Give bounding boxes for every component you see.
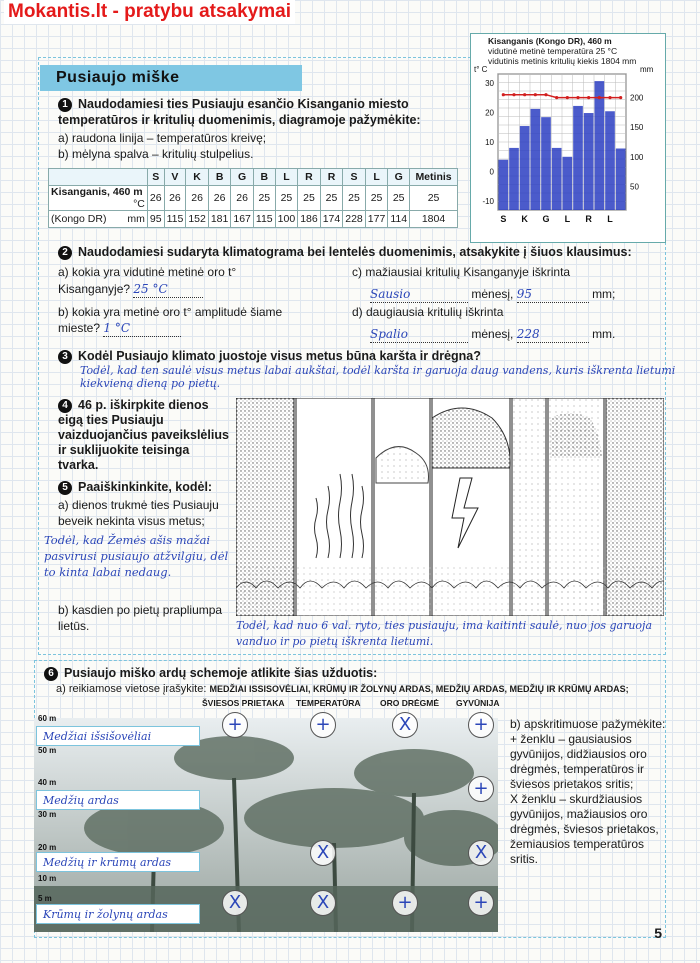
task-4-text: 46 p. iškirpkite dienos eigą ties Pusiauju vaizduojančius paveikslėlius ir suklijuokite teisinga tvarka.: [58, 398, 229, 472]
temperature-point: [544, 93, 547, 96]
table-header-cell: K: [186, 169, 209, 186]
month-label: G: [542, 214, 550, 224]
task-number-badge: 4: [58, 399, 72, 413]
task-1-a: a) raudona linija – temperatūros kreivę;: [58, 131, 267, 145]
month-label: L: [607, 214, 613, 224]
table-row: [49, 186, 458, 211]
site-header[interactable]: Mokantis.lt - pratybu atsakymai: [4, 0, 295, 24]
task-3: [58, 348, 658, 364]
forest-layers-image: [34, 718, 498, 932]
table-cell: 174: [320, 211, 343, 228]
table-cell: 167: [231, 211, 254, 228]
temperature-point: [576, 96, 579, 99]
precipitation-bar: [552, 148, 562, 210]
table-cell: 115: [253, 211, 275, 228]
temperature-point: [523, 93, 526, 96]
temperature-point: [534, 93, 537, 96]
right-tick-label: 50: [630, 182, 639, 192]
task-5-b-answer[interactable]: Todėl, kad nuo 6 val. ryto, ties pusiauju, ima kaitinti saulė, nuo jos garuoja vanduo ir po pietų iškrenta lietumi.: [236, 619, 653, 648]
legend-plus: + ženklu – gausiausios gyvūnijos, didžiausios oro drėgmės, temperatūros ir šviesos prietakos sritis;: [510, 732, 647, 791]
precipitation-bar: [520, 126, 530, 210]
table-cell: 26: [208, 186, 231, 211]
chart-subtitle: vidutinė metinė temperatūra 25 °C: [488, 46, 618, 56]
question-b: b) kokia yra metinė oro t° amplitudė šiame: [58, 305, 283, 319]
table-cell: 25: [298, 186, 321, 211]
left-tick-label: 0: [489, 167, 494, 177]
task-number-badge: 6: [44, 667, 58, 681]
precipitation-bar: [584, 113, 594, 210]
answer-field[interactable]: 228: [517, 326, 589, 343]
climate-table: [48, 168, 458, 228]
table-cell: 186: [298, 211, 321, 228]
task-3-answer[interactable]: Todėl, kad ten saulė visus metus labai aukštai, todėl karšta ir garuoja daug vandens, kuris iškrenta lietumi kiekvieną dieną po pietų.: [80, 364, 676, 390]
precipitation-bar: [563, 157, 573, 210]
precipitation-bar: [499, 160, 509, 210]
table-cell: 1804: [410, 211, 458, 228]
table-cell: 26: [186, 186, 209, 211]
task-5-a-answer[interactable]: Todėl, kad Žemės ašis mažai pasvirusi pusiaujo atžvilgiu, dėl to kinta labai nedaug.: [44, 533, 229, 579]
month-label: S: [500, 214, 507, 224]
table-header-cell: V: [164, 169, 186, 186]
chart-subtitle: vidutinis metinis kritulių kiekis 1804 mm: [488, 56, 637, 66]
height-mark: 30 m: [38, 810, 57, 819]
mark-circle[interactable]: +: [310, 712, 336, 738]
mark-circle[interactable]: +: [468, 890, 494, 916]
precipitation-bar: [541, 117, 551, 210]
layer-label-understory[interactable]: Medžių ir krūmų ardas: [36, 852, 200, 872]
left-tick-label: 10: [485, 138, 494, 147]
table-header-cell: R: [298, 169, 321, 186]
left-tick-label: -10: [482, 197, 494, 207]
task-5-b: b) kasdien po pietų prapliumpa lietūs.: [58, 603, 223, 633]
question-d: d) daugiausia kritulių iškrinta: [352, 305, 504, 319]
precipitation-bar: [509, 148, 519, 210]
table-cell: 114: [388, 211, 410, 228]
table-header-row: [49, 169, 458, 186]
mark-circle[interactable]: +: [222, 712, 248, 738]
mark-circle[interactable]: X: [310, 840, 336, 866]
table-row-label: Kisanganis, 460 m °C: [49, 186, 148, 211]
mark-circle[interactable]: +: [392, 890, 418, 916]
question-a: a) kokia yra vidutinė metinė oro t°: [58, 265, 237, 279]
mark-circle[interactable]: X: [392, 712, 418, 738]
table-cell: 25: [275, 186, 298, 211]
mark-circle[interactable]: +: [468, 712, 494, 738]
table-cell: 152: [186, 211, 209, 228]
col-head-humidity: ORO DRĖGMĖ: [380, 698, 440, 708]
table-header-cell: G: [388, 169, 410, 186]
right-tick-label: 100: [630, 152, 644, 162]
table-cell: 100: [275, 211, 298, 228]
section-title: Pusiaujo miške: [40, 65, 302, 91]
temperature-point: [502, 93, 505, 96]
mark-circle[interactable]: +: [468, 776, 494, 802]
table-header-cell: B: [208, 169, 231, 186]
precipitation-bar: [605, 111, 615, 210]
temperature-point: [566, 96, 569, 99]
precipitation-bar: [531, 109, 541, 210]
task-number-badge: 5: [58, 481, 72, 495]
table-header-empty: [49, 169, 148, 186]
table-row-label: (Kongo DR) mm: [49, 211, 148, 228]
question-d-line: Spalio mėnesį, 228 mm.: [370, 327, 616, 341]
table-header-cell: G: [231, 169, 254, 186]
task-6-text: Pusiaujo miško ardų schemoje atlikite šias užduotis:: [64, 666, 378, 680]
temperature-point: [608, 96, 611, 99]
question-c: c) mažiausiai kritulių Kisanganyje iškrinta: [352, 265, 571, 279]
table-cell: 25: [365, 186, 388, 211]
temperature-point: [555, 96, 558, 99]
task-2: [58, 244, 658, 260]
page-number: 5: [654, 925, 662, 941]
height-mark: 40 m: [38, 778, 57, 787]
table-header-cell: L: [275, 169, 298, 186]
task-5-text: Paaiškinkinkite, kodėl:: [78, 480, 213, 494]
month-label: K: [521, 214, 528, 224]
task-4: [58, 398, 230, 473]
legend-x: X ženklu – skurdžiausios gyvūnijos, mažiausios oro drėgmės, šviesos prietakos, žemiausios temperatūros sritis.: [510, 792, 659, 866]
height-mark: 60 m: [38, 714, 57, 723]
precipitation-bar: [595, 81, 605, 210]
task-number-badge: 2: [58, 246, 72, 260]
table-header-cell: Metinis: [410, 169, 458, 186]
table-cell: 25: [253, 186, 275, 211]
precipitation-bar: [616, 149, 626, 210]
col-head-temperature: TEMPERATŪRA: [296, 698, 361, 708]
table-cell: 177: [365, 211, 388, 228]
task-1-text: Naudodamiesi ties Pusiauju esančio Kisanganio miesto temperatūros ir kritulių duomenimis, diagramoje pažymėkite:: [58, 97, 421, 127]
month-label: L: [564, 214, 571, 224]
table-cell: 26: [147, 186, 164, 211]
table-cell: 181: [208, 211, 231, 228]
height-mark: 20 m: [38, 843, 57, 852]
question-a-line: Kisanganyje? 25 °C: [58, 281, 203, 298]
legend-panel: [510, 717, 670, 867]
table-cell: 95: [147, 211, 164, 228]
left-axis-label: t° C: [474, 65, 488, 74]
table-header-cell: S: [147, 169, 164, 186]
task-number-badge: 1: [58, 98, 72, 112]
table-row: [49, 211, 458, 228]
layer-label-shrub[interactable]: Krūmų ir žolynų ardas: [36, 904, 200, 924]
table-cell: 115: [164, 211, 186, 228]
temperature-point: [587, 96, 590, 99]
answer-field[interactable]: 25 °C: [133, 281, 203, 298]
table-header-cell: S: [343, 169, 366, 186]
question-b-line: mieste? 1 °C: [58, 320, 181, 337]
answer-field[interactable]: 95: [517, 286, 589, 303]
right-tick-label: 150: [630, 123, 644, 133]
height-mark: 10 m: [38, 874, 57, 883]
right-tick-label: 200: [630, 93, 644, 103]
legend-heading: b) apskritimuose pažymėkite:: [510, 717, 666, 731]
temperature-point: [512, 93, 515, 96]
question-c-line: Sausio mėnesį, 95 mm;: [370, 287, 616, 301]
col-head-fauna: GYVŪNIJA: [456, 698, 500, 708]
height-mark: 5 m: [38, 894, 52, 903]
table-cell: 26: [231, 186, 254, 211]
table-cell: 26: [164, 186, 186, 211]
month-label: R: [585, 214, 592, 224]
table-header-cell: B: [253, 169, 275, 186]
chart-title: Kisanganis (Kongo DR), 460 m: [488, 36, 612, 46]
left-tick-label: 20: [485, 108, 494, 118]
answer-field[interactable]: Sausio: [370, 286, 468, 303]
col-head-light: ŠVIESOS PRIETAKA: [202, 698, 285, 708]
right-axis-label: mm: [640, 65, 654, 74]
table-header-cell: R: [320, 169, 343, 186]
task-5-a: a) dienos trukmė ties Pusiauju beveik nekinta visus metus;: [58, 498, 219, 528]
task-number-badge: 3: [58, 350, 72, 364]
table-header-cell: L: [365, 169, 388, 186]
mark-circle[interactable]: X: [222, 890, 248, 916]
layer-label-emergent[interactable]: Medžiai išsišovėliai: [36, 726, 200, 746]
table-cell: 25: [388, 186, 410, 211]
chart-plot: [470, 64, 666, 240]
day-cycle-pictures: [236, 398, 664, 616]
table-cell: 25: [410, 186, 458, 211]
answer-field[interactable]: Spalio: [370, 326, 468, 343]
task-3-text: Kodėl Pusiaujo klimato juostoje visus metus būna karšta ir drėgna?: [78, 349, 481, 363]
table-cell: 25: [343, 186, 366, 211]
layer-label-canopy[interactable]: Medžių ardas: [36, 790, 200, 810]
height-mark: 50 m: [38, 746, 57, 755]
table-cell: 25: [320, 186, 343, 211]
left-tick-label: 30: [485, 78, 494, 88]
task-1: [58, 96, 438, 128]
task-6: [44, 665, 644, 681]
task-2-text: Naudodamiesi sudaryta klimatograma bei lentelės duomenimis, atsakykite į šiuos klausimus:: [78, 245, 632, 259]
task-1-b: b) mėlyna spalva – kritulių stulpelius.: [58, 147, 254, 161]
mark-circle[interactable]: X: [310, 890, 336, 916]
task-6-a: a) reikiamose vietose įrašykite: MEDŽIAI ISSISOVĖLIAI, KRŪMŲ IR ŽOLYNŲ ARDAS, MEDŽIŲ ARDAS, MEDŽIŲ IR KRŪMŲ ARDAS;: [56, 683, 629, 695]
table-cell: 228: [343, 211, 366, 228]
temperature-point: [619, 96, 622, 99]
precipitation-bar: [573, 106, 583, 210]
answer-field[interactable]: 1 °C: [103, 320, 181, 337]
task-5: [58, 479, 230, 495]
chart-header: [488, 36, 636, 66]
mark-circle[interactable]: X: [468, 840, 494, 866]
temperature-point: [598, 96, 601, 99]
